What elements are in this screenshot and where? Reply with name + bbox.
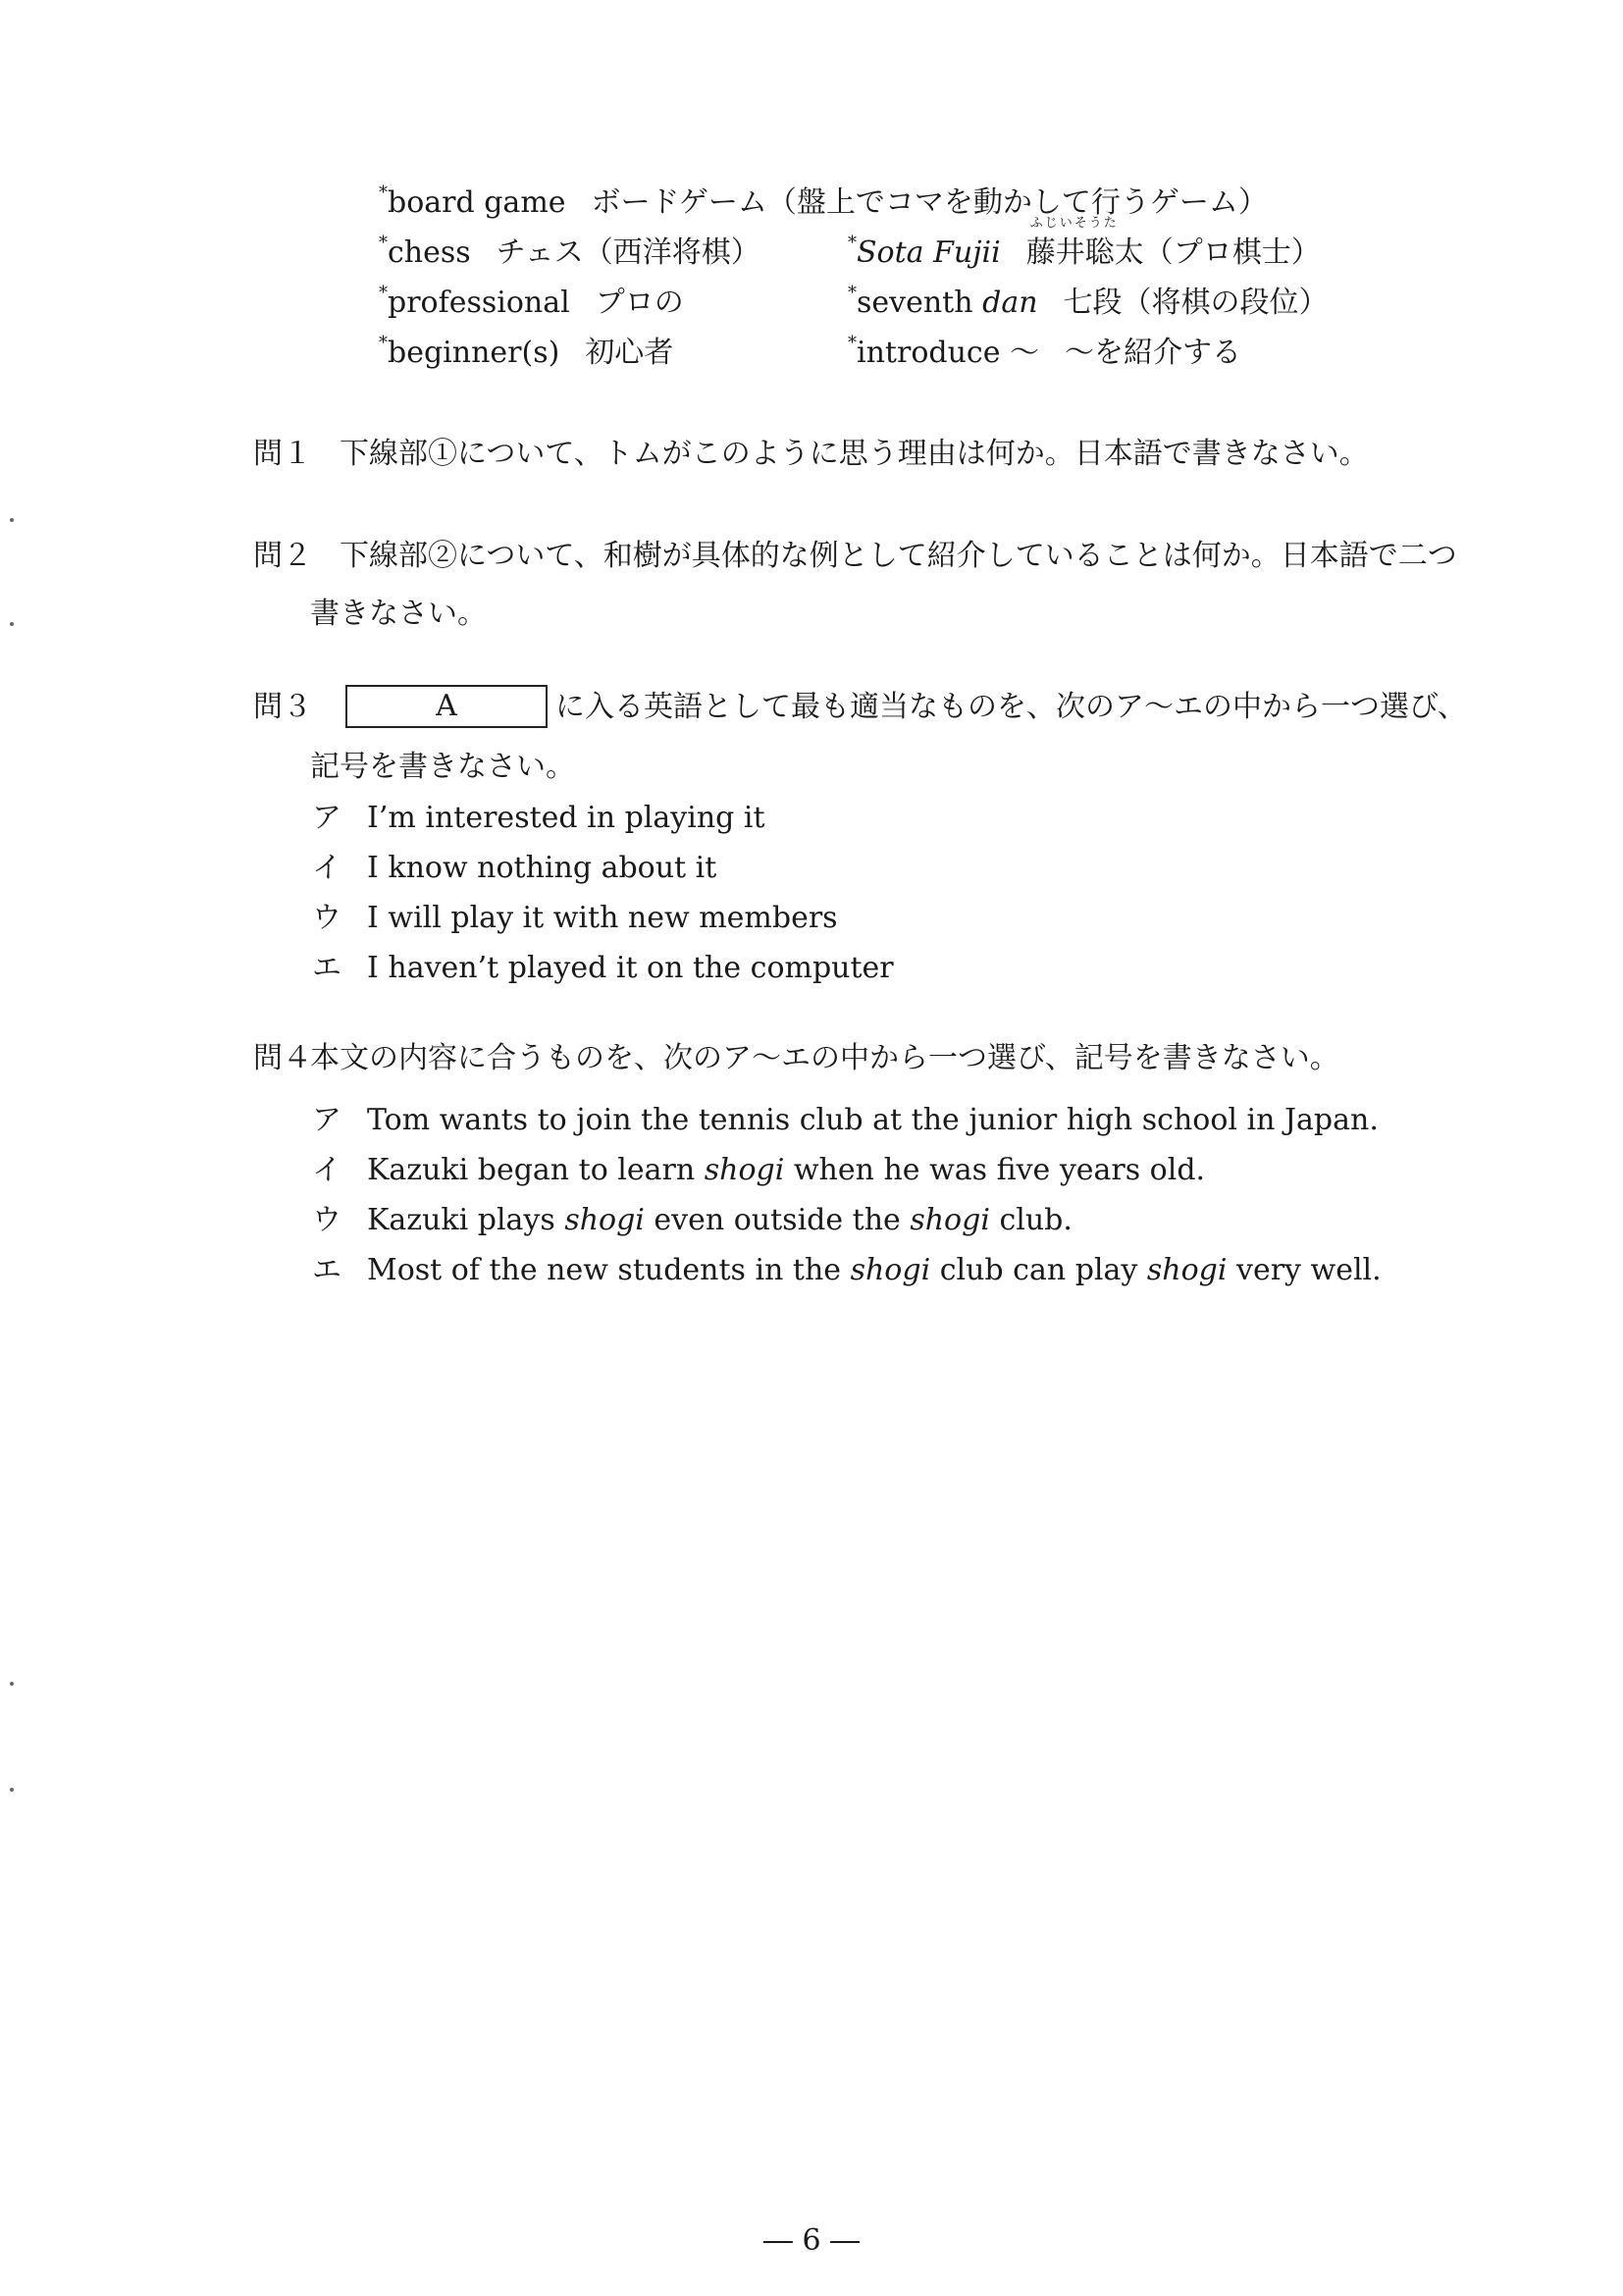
gloss-star: * bbox=[379, 233, 388, 253]
gloss-term: board game bbox=[388, 185, 566, 220]
question-2 bbox=[253, 539, 1457, 573]
gloss-star: * bbox=[379, 333, 388, 353]
q3-option-e bbox=[312, 943, 894, 986]
gloss-star: * bbox=[848, 333, 857, 353]
scan-dot bbox=[10, 622, 14, 626]
gloss-seventh-dan bbox=[848, 283, 1329, 320]
option-text: I will play it with new members bbox=[367, 901, 838, 935]
option-text-italic: shogi bbox=[850, 1253, 931, 1287]
gloss-term: introduce ～ bbox=[857, 336, 1039, 370]
option-text-pre: Kazuki began to learn bbox=[367, 1153, 705, 1187]
q4-option-e bbox=[312, 1245, 1382, 1288]
gloss-meaning: 七段（将棋の段位） bbox=[1063, 286, 1329, 320]
gloss-meaning: 初心者 bbox=[585, 336, 674, 370]
scan-dot bbox=[10, 518, 14, 522]
gloss-note: （プロ棋士） bbox=[1143, 235, 1321, 270]
question-number: 問４ bbox=[253, 1041, 312, 1075]
gloss-introduce bbox=[848, 333, 1241, 370]
q3-option-i bbox=[312, 843, 716, 886]
option-text-italic-2: shogi bbox=[1146, 1253, 1228, 1287]
gloss-star: * bbox=[379, 283, 388, 303]
gloss-chess bbox=[379, 233, 760, 270]
gloss-meaning: チェス（西洋将棋） bbox=[496, 235, 760, 270]
question-text: 下線部①について、トムがこのように思う理由は何か。日本語で書きなさい。 bbox=[340, 437, 1369, 471]
q4-option-a bbox=[312, 1095, 1379, 1138]
option-mark: ウ bbox=[312, 1203, 341, 1237]
option-text-pre: Kazuki plays bbox=[367, 1203, 565, 1237]
question-3-continuation: 記号を書きなさい。 bbox=[310, 750, 575, 784]
question-text: 本文の内容に合うものを、次のア～エの中から一つ選び、記号を書きなさい。 bbox=[310, 1041, 1339, 1075]
gloss-meaning: 藤井聡太 bbox=[1025, 235, 1144, 270]
gloss-term: beginner(s) bbox=[388, 336, 560, 370]
gloss-meaning: ボードゲーム（盤上でコマを動かして行うゲーム） bbox=[591, 185, 1268, 220]
option-text: I haven’t played it on the computer bbox=[367, 951, 894, 985]
question-text: 下線部②について、和樹が具体的な例として紹介していることは何か。日本語で二つ bbox=[340, 539, 1457, 573]
question-2-continuation: 書きなさい。 bbox=[310, 597, 487, 631]
gloss-meaning: ～を紹介する bbox=[1065, 336, 1241, 370]
question-number: 問３ bbox=[253, 690, 312, 724]
q3-option-a bbox=[312, 793, 765, 836]
option-text-post: when he was five years old. bbox=[784, 1153, 1206, 1187]
question-number: 問１ bbox=[253, 437, 312, 471]
gloss-term-italic: dan bbox=[982, 286, 1038, 320]
gloss-professional bbox=[379, 283, 684, 320]
option-text: I’m interested in playing it bbox=[367, 801, 765, 835]
question-3 bbox=[253, 690, 340, 724]
q3-option-u bbox=[312, 893, 838, 936]
gloss-ruby: ふじいそうた bbox=[1029, 216, 1119, 231]
gloss-star: * bbox=[848, 283, 857, 303]
gloss-term: seventh bbox=[857, 286, 973, 320]
option-text-post: very well. bbox=[1227, 1253, 1382, 1287]
question-number: 問２ bbox=[253, 539, 312, 573]
option-mark: イ bbox=[312, 851, 341, 885]
answer-box-a: A bbox=[345, 685, 548, 728]
gloss-meaning-fujii bbox=[1025, 216, 1144, 270]
option-text-italic: shogi bbox=[704, 1153, 785, 1187]
gloss-star: * bbox=[848, 233, 857, 253]
option-text-italic-2: shogi bbox=[910, 1203, 990, 1237]
gloss-board-game bbox=[379, 183, 1268, 220]
gloss-sota-fujii bbox=[848, 216, 1321, 270]
option-mark: エ bbox=[312, 951, 341, 985]
gloss-star: * bbox=[379, 183, 388, 203]
option-mark: ア bbox=[312, 801, 341, 835]
q4-option-u bbox=[312, 1195, 1073, 1238]
question-1 bbox=[253, 437, 1369, 471]
option-text-mid: even outside the bbox=[644, 1203, 911, 1237]
option-text: Tom wants to join the tennis club at the junior high school in Japan. bbox=[367, 1103, 1379, 1137]
gloss-term: Sota Fujii bbox=[857, 235, 1001, 270]
option-text: I know nothing about it bbox=[367, 851, 717, 885]
gloss-meaning: プロの bbox=[595, 286, 684, 320]
gloss-beginners bbox=[379, 333, 674, 370]
question-4 bbox=[253, 1041, 1339, 1075]
scan-dot bbox=[10, 1788, 14, 1792]
gloss-term: chess bbox=[388, 235, 471, 270]
q4-option-i bbox=[312, 1145, 1205, 1188]
gloss-term: professional bbox=[388, 286, 570, 320]
page-number: ― 6 ― bbox=[762, 2223, 861, 2258]
option-text-mid: club can play bbox=[930, 1253, 1147, 1287]
option-mark: イ bbox=[312, 1153, 341, 1187]
option-text-italic: shogi bbox=[564, 1203, 645, 1237]
scan-dot bbox=[10, 1682, 14, 1686]
option-mark: ア bbox=[312, 1103, 341, 1137]
option-text-post: club. bbox=[989, 1203, 1073, 1237]
option-mark: エ bbox=[312, 1253, 341, 1287]
question-3-text: に入る英語として最も適当なものを、次のア～エの中から一つ選び、 bbox=[555, 690, 1467, 724]
option-mark: ウ bbox=[312, 901, 341, 935]
option-text-pre: Most of the new students in the bbox=[367, 1253, 851, 1287]
